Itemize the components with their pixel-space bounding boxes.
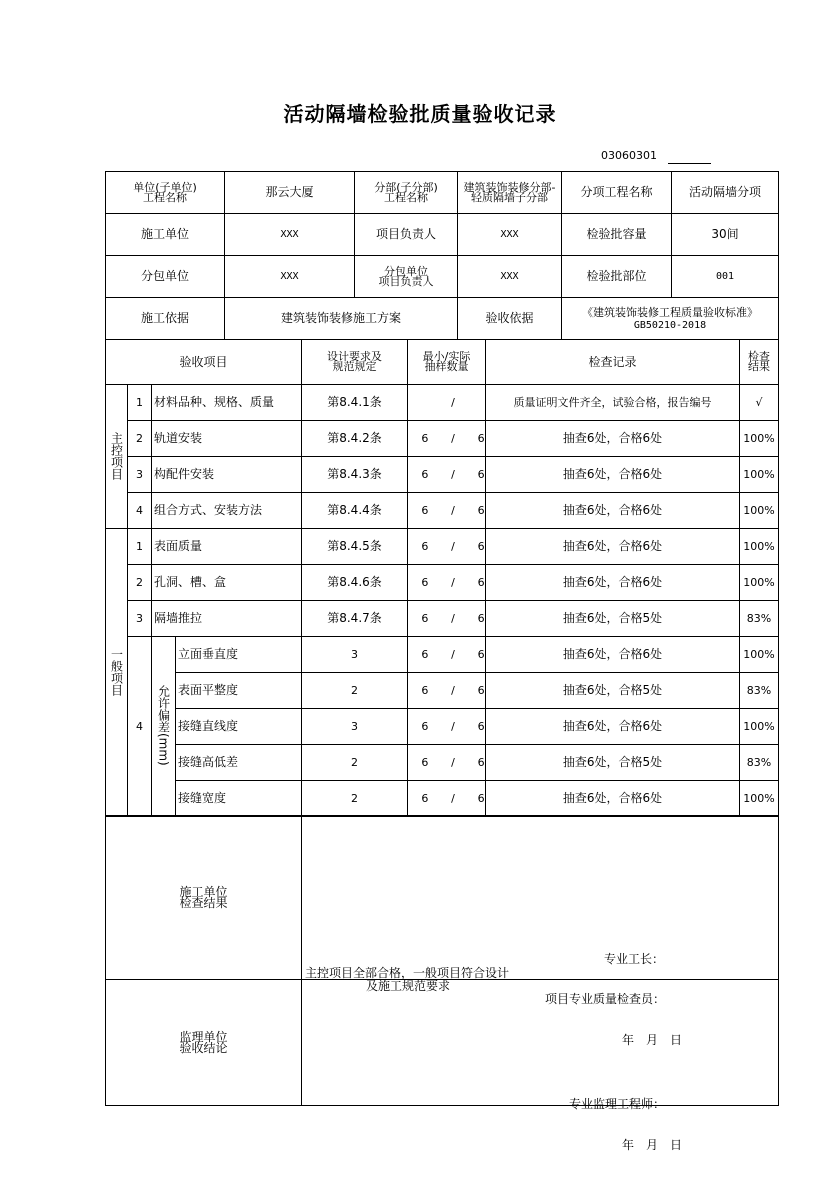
row-result: 83% — [740, 745, 779, 781]
row-record: 抽查6处，合格6处 — [486, 457, 740, 493]
code-underline — [668, 163, 711, 164]
row-name: 构配件安装 — [152, 457, 302, 493]
row-design: 第8.4.3条 — [302, 457, 408, 493]
sample-slash: / — [451, 792, 455, 805]
contractor-label: 施工单位 — [106, 214, 225, 256]
unit-label: 单位(子单位) 工程名称 — [106, 172, 225, 214]
row-sample — [408, 421, 486, 457]
sample-actual: 6 — [477, 756, 485, 769]
table-row — [106, 493, 779, 529]
accept-basis-standard: 《建筑装饰装修工程质量验收标准》 — [582, 305, 758, 319]
capacity-label: 检验批容量 — [562, 214, 672, 256]
row-name: 组合方式、安装方法 — [152, 493, 302, 529]
division-value: 建筑装饰装修分部- 轻质隔墙子分部 — [458, 172, 562, 214]
subitem-label: 分项工程名称 — [562, 172, 672, 214]
sample-actual: 6 — [477, 504, 485, 517]
inspector-signature: 项目专业质量检查员： — [545, 991, 666, 1006]
row-design: 第8.4.2条 — [302, 421, 408, 457]
sample-min: 6 — [421, 432, 429, 445]
sub-pm-value: XXX — [458, 256, 562, 298]
subcontractor-label: 分包单位 — [106, 256, 225, 298]
row-record: 抽查6处，合格5处 — [486, 673, 740, 709]
table-row — [106, 745, 779, 781]
sample-slash: / — [451, 576, 455, 589]
sample-actual: 6 — [477, 576, 485, 589]
items-table — [105, 339, 779, 817]
table-row — [106, 457, 779, 493]
general-items-label: 一般项目 — [109, 647, 124, 696]
part-value: 001 — [672, 256, 779, 298]
row-design: 3 — [302, 637, 408, 673]
row-result: √ — [740, 385, 779, 421]
row-record: 质量证明文件齐全，试验合格，报告编号 — [486, 385, 740, 421]
division-label: 分部(子分部) 工程名称 — [355, 172, 458, 214]
basis-value: 建筑装饰装修施工方案 — [225, 298, 458, 340]
sample-min: 6 — [421, 792, 429, 805]
sample-min: 6 — [421, 720, 429, 733]
sample-min: 6 — [421, 648, 429, 661]
row-record: 抽查6处，合格6处 — [486, 493, 740, 529]
contractor-value: XXX — [225, 214, 355, 256]
foreman-signature: 专业工长： — [604, 951, 665, 966]
row-result: 100% — [740, 493, 779, 529]
row-result: 100% — [740, 709, 779, 745]
row-record: 抽查6处，合格5处 — [486, 745, 740, 781]
contractor-conclusion-line2: 及施工规范要求 — [366, 978, 451, 993]
col-item: 验收项目 — [106, 340, 302, 385]
supervisor-date: 年 月 日 — [622, 1137, 683, 1152]
row-record: 抽查6处，合格6处 — [486, 565, 740, 601]
row-sample — [408, 565, 486, 601]
sample-slash: / — [451, 468, 455, 481]
row-no: 4 — [128, 493, 152, 529]
sample-actual: 6 — [477, 432, 485, 445]
row-sample — [408, 493, 486, 529]
row-sample — [408, 529, 486, 565]
row-record: 抽查6处，合格6处 — [486, 781, 740, 817]
row-sample — [408, 385, 486, 421]
table-row — [106, 709, 779, 745]
contractor-check-label: 施工单位 检查结果 — [106, 816, 302, 980]
accept-basis-value — [562, 298, 779, 340]
row-name: 表面质量 — [152, 529, 302, 565]
row-sample — [408, 781, 486, 817]
row-record: 抽查6处，合格5处 — [486, 601, 740, 637]
row-design: 第8.4.5条 — [302, 529, 408, 565]
sample-slash: / — [451, 684, 455, 697]
sample-actual: 6 — [477, 792, 485, 805]
row-result: 83% — [740, 673, 779, 709]
sample-actual: 6 — [477, 612, 485, 625]
part-label: 检验批部位 — [562, 256, 672, 298]
deviation-label: 允许偏差(mm) — [156, 685, 171, 766]
sample-actual: 6 — [477, 720, 485, 733]
signature-table — [105, 815, 779, 1152]
supervisor-engineer-signature: 专业监理工程师： — [569, 1096, 666, 1111]
subitem-value: 活动隔墙分项 — [672, 172, 779, 214]
row-result: 100% — [740, 565, 779, 601]
row-design: 2 — [302, 673, 408, 709]
supervisor-check-label: 监理单位 验收结论 — [106, 980, 302, 1106]
row-no: 3 — [128, 601, 152, 637]
row-sample — [408, 601, 486, 637]
table-row — [106, 637, 779, 673]
sample-actual: 6 — [477, 540, 485, 553]
row-result: 100% — [740, 421, 779, 457]
contractor-conclusion-line1: 主控项目全部合格，一般项目符合设计 — [305, 965, 510, 980]
subcontractor-value: XXX — [225, 256, 355, 298]
sample-slash: / — [451, 504, 455, 517]
sample-actual: 6 — [477, 684, 485, 697]
header-table — [105, 171, 779, 340]
row-no: 4 — [128, 637, 152, 817]
sample-actual: 6 — [477, 468, 485, 481]
table-row — [106, 385, 779, 421]
row-design: 2 — [302, 745, 408, 781]
row-record: 抽查6处，合格6处 — [486, 529, 740, 565]
table-row — [106, 673, 779, 709]
row-sample — [408, 637, 486, 673]
table-row — [106, 421, 779, 457]
row-result: 100% — [740, 781, 779, 817]
row-name: 孔洞、槽、盒 — [152, 565, 302, 601]
row-record: 抽查6处，合格6处 — [486, 421, 740, 457]
sample-min: 6 — [421, 504, 429, 517]
row-sample — [408, 457, 486, 493]
row-result: 100% — [740, 529, 779, 565]
sample-min: 6 — [421, 468, 429, 481]
contractor-check-area — [302, 816, 779, 1047]
row-no: 1 — [128, 385, 152, 421]
row-no: 2 — [128, 421, 152, 457]
table-row — [106, 601, 779, 637]
row-no: 1 — [128, 529, 152, 565]
sample-slash: / — [451, 756, 455, 769]
table-row — [106, 529, 779, 565]
sample-slash: / — [451, 612, 455, 625]
accept-basis-label: 验收依据 — [458, 298, 562, 340]
row-record: 抽查6处，合格6处 — [486, 709, 740, 745]
row-design: 第8.4.6条 — [302, 565, 408, 601]
sample-min: 6 — [421, 576, 429, 589]
row-name: 表面平整度 — [176, 673, 302, 709]
main-items-label-cell — [106, 385, 128, 529]
sample-min: 6 — [421, 756, 429, 769]
table-row — [106, 781, 779, 817]
capacity-value: 30间 — [672, 214, 779, 256]
table-row — [106, 565, 779, 601]
row-result: 100% — [740, 637, 779, 673]
sample-slash: / — [451, 396, 455, 409]
row-design: 2 — [302, 781, 408, 817]
basis-label: 施工依据 — [106, 298, 225, 340]
row-record: 抽查6处，合格6处 — [486, 637, 740, 673]
row-sample — [408, 673, 486, 709]
row-name: 材料品种、规格、质量 — [152, 385, 302, 421]
accept-basis-code: GB50210-2018 — [633, 319, 707, 331]
row-result: 100% — [740, 457, 779, 493]
row-design: 第8.4.4条 — [302, 493, 408, 529]
row-no: 3 — [128, 457, 152, 493]
col-design: 设计要求及 规范规定 — [302, 340, 408, 385]
row-sample — [408, 745, 486, 781]
pm-value: XXX — [458, 214, 562, 256]
sub-pm-label: 分包单位 项目负责人 — [355, 256, 458, 298]
page-title: 活动隔墙检验批质量验收记录 — [283, 102, 557, 126]
sample-min: 6 — [421, 540, 429, 553]
col-result: 检查 结果 — [740, 340, 779, 385]
main-items-label: 主控项目 — [109, 431, 124, 480]
deviation-label-cell — [152, 637, 176, 817]
row-result: 83% — [740, 601, 779, 637]
row-name: 轨道安装 — [152, 421, 302, 457]
sample-slash: / — [451, 648, 455, 661]
unit-value: 那云大厦 — [225, 172, 355, 214]
supervisor-check-area — [302, 980, 779, 1152]
row-name: 立面垂直度 — [176, 637, 302, 673]
row-name: 接缝宽度 — [176, 781, 302, 817]
row-no: 2 — [128, 565, 152, 601]
sample-slash: / — [451, 432, 455, 445]
sample-actual: 6 — [477, 648, 485, 661]
pm-label: 项目负责人 — [355, 214, 458, 256]
col-record: 检查记录 — [486, 340, 740, 385]
row-name: 接缝直线度 — [176, 709, 302, 745]
row-design: 3 — [302, 709, 408, 745]
row-name: 隔墙推拉 — [152, 601, 302, 637]
sample-slash: / — [451, 720, 455, 733]
row-design: 第8.4.7条 — [302, 601, 408, 637]
sample-slash: / — [451, 540, 455, 553]
sample-min: 6 — [421, 612, 429, 625]
sample-min: 6 — [421, 684, 429, 697]
row-design: 第8.4.1条 — [302, 385, 408, 421]
row-sample — [408, 709, 486, 745]
form-code: 03060301 — [601, 149, 657, 162]
general-items-label-cell — [106, 529, 128, 817]
contractor-date: 年 月 日 — [622, 1032, 683, 1047]
col-sample: 最小/实际 抽样数量 — [408, 340, 486, 385]
row-name: 接缝高低差 — [176, 745, 302, 781]
